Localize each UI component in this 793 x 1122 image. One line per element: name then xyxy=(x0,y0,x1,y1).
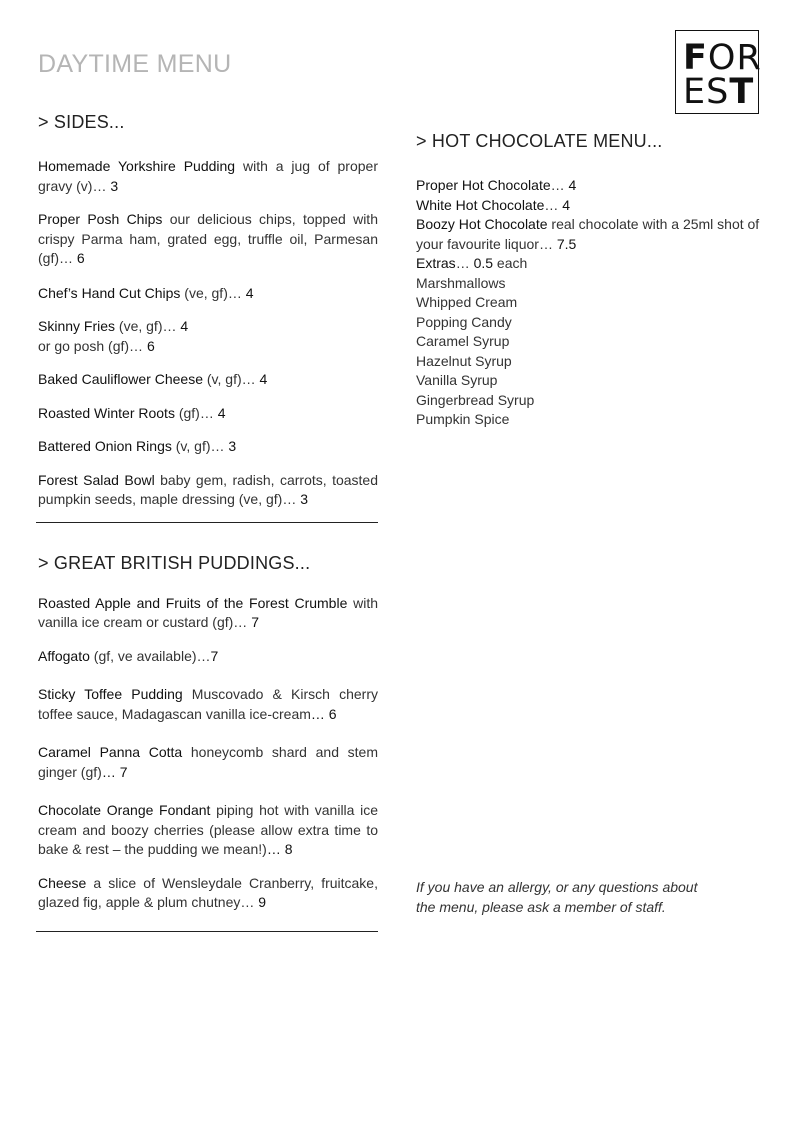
allergy-note: If you have an allergy, or any questions about the menu, please ask a member of staff. xyxy=(416,879,698,915)
page-title: DAYTIME MENU xyxy=(38,50,232,78)
menu-item: Cheese a slice of Wensleydale Cranberry, fruitcake, glazed fig, apple & plum chutney… 9 xyxy=(38,874,378,910)
extra-item: Pumpkin Spice xyxy=(416,411,510,427)
menu-item: Skinny Fries (ve, gf)… 4 or go posh (gf)… 6 xyxy=(38,318,189,354)
menu-item: White Hot Chocolate… 4 xyxy=(416,196,571,213)
hot-chocolate-list xyxy=(416,176,761,430)
extra-item: Hazelnut Syrup xyxy=(416,352,512,369)
menu-item: Baked Cauliflower Cheese (v, gf)… 4 xyxy=(38,371,268,387)
extra-item: Caramel Syrup xyxy=(416,333,510,349)
menu-item: Homemade Yorkshire Pudding with a jug of proper gravy (v)… 3 xyxy=(38,158,378,194)
menu-item: Proper Posh Chips our delicious chips, topped with crispy Parma ham, grated egg, truffle oil, Parmesan (gf)… 6 xyxy=(38,211,378,266)
menu-item: Roasted Winter Roots (gf)… 4 xyxy=(38,404,226,421)
menu-item: Chocolate Orange Fondant piping hot with vanilla ice cream and boozy cherries (please allow extra time to bake & rest – the pudding we mean!)… 8 xyxy=(38,802,378,857)
menu-item: Proper Hot Chocolate… 4 xyxy=(416,177,577,193)
menu-item: Battered Onion Rings (v, gf)… 3 xyxy=(38,438,237,454)
menu-item: Sticky Toffee Pudding Muscovado & Kirsch cherry toffee sauce, Madagascan vanilla ice-cream… 6 xyxy=(38,686,378,722)
left-column xyxy=(38,112,378,932)
puddings-list xyxy=(38,594,378,913)
menu-item: Caramel Panna Cotta honeycomb shard and stem ginger (gf)… 7 xyxy=(38,744,378,780)
right-column xyxy=(416,131,761,430)
menu-item: Chef’s Hand Cut Chips (ve, gf)… 4 xyxy=(38,284,254,301)
section-divider xyxy=(36,522,378,523)
extra-item: Popping Candy xyxy=(416,313,512,330)
menu-item: Forest Salad Bowl baby gem, radish, carrots, toasted pumpkin seeds, maple dressing (ve, gf)… 3 xyxy=(38,471,378,507)
sides-title: > SIDES... xyxy=(38,112,125,132)
extra-item: Vanilla Syrup xyxy=(416,372,498,388)
extra-item: Marshmallows xyxy=(416,274,506,291)
forest-logo: FOR EST xyxy=(675,30,759,114)
menu-item: Extras… 0.5 each xyxy=(416,255,528,271)
extra-item: Gingerbread Syrup xyxy=(416,391,535,408)
sides-list xyxy=(38,157,378,510)
puddings-title: > GREAT BRITISH PUDDINGS... xyxy=(38,552,311,573)
menu-item: Roasted Apple and Fruits of the Forest Crumble with vanilla ice cream or custard (gf)… 7 xyxy=(38,594,379,630)
menu-item: Boozy Hot Chocolate real chocolate with a 25ml shot of your favourite liquor… 7.5 xyxy=(416,216,760,252)
menu-item: Affogato (gf, ve available)…7 xyxy=(38,647,219,664)
section-divider xyxy=(36,931,378,932)
hot-chocolate-title: > HOT CHOCOLATE MENU... xyxy=(416,131,663,151)
extra-item: Whipped Cream xyxy=(416,294,518,310)
